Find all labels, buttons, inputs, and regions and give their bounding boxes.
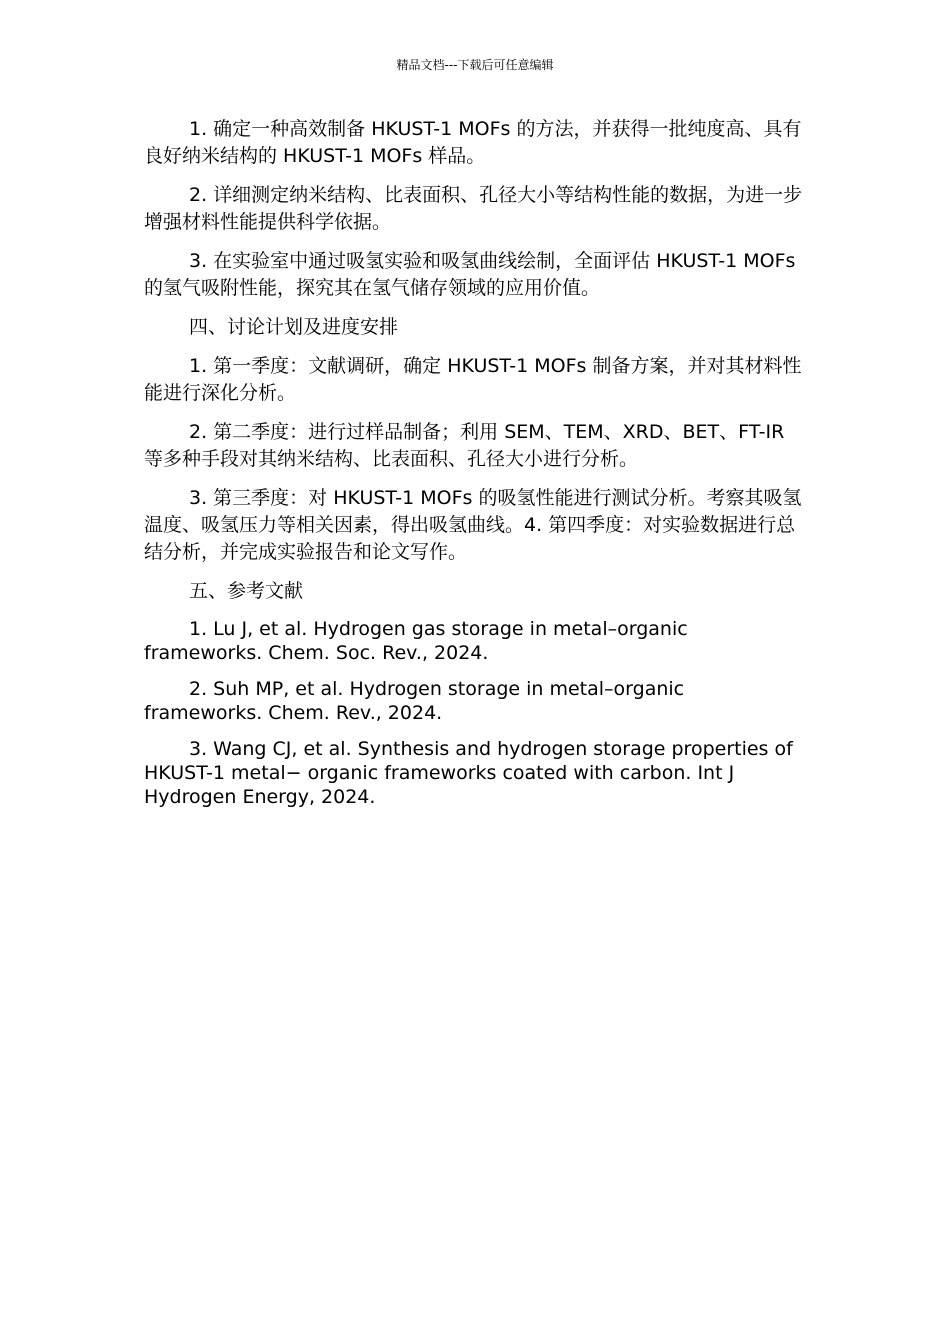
schedule-heading: 四、讨论计划及进度安排 (189, 316, 399, 338)
objective-3-paragraph: 3. 在实验室中通过吸氢实验和吸氢曲线绘制，全面评估 HKUST-1 MOFs 的氢气吸附性能，探究其在氢气储存领域的应用价值。 (144, 250, 796, 299)
references-heading: 五、参考文献 (189, 580, 304, 602)
schedule-q1-paragraph: 1. 第一季度：文献调研，确定 HKUST-1 MOFs 制备方案，并对其材料性能进行深化分析。 (144, 355, 802, 404)
reference-item: 3. Wang CJ, et al. Synthesis and hydrogen storage properties of HKUST-1 metal− organic frameworks coated with carbon. Int J Hydrogen Energy, 2024. (144, 738, 793, 808)
objective-2-paragraph: 2. 详细测定纳米结构、比表面积、孔径大小等结构性能的数据，为进一步增强材料性能提供科学依据。 (144, 184, 803, 233)
schedule-q2-paragraph: 2. 第二季度：进行过样品制备；利用 SEM、TEM、XRD、BET、FT-IR 等多种手段对其纳米结构、比表面积、孔径大小进行分析。 (144, 421, 785, 470)
page-header: 精品文档---下载后可任意编辑 (396, 58, 554, 72)
document-body (144, 116, 806, 821)
reference-item: 1. Lu J, et al. Hydrogen gas storage in metal–organic frameworks. Chem. Soc. Rev., 2024. (144, 618, 688, 664)
objective-1-paragraph: 1. 确定一种高效制备 HKUST-1 MOFs 的方法，并获得一批纯度高、具有良好纳米结构的 HKUST-1 MOFs 样品。 (144, 118, 802, 167)
reference-item: 2. Suh MP, et al. Hydrogen storage in metal–organic frameworks. Chem. Rev., 2024. (144, 678, 685, 724)
schedule-q3-q4-paragraph: 3. 第三季度：对 HKUST-1 MOFs 的吸氢性能进行测试分析。考察其吸氢温度、吸氢压力等相关因素，得出吸氢曲线。4. 第四季度：对实验数据进行总结分析，并完成实验报告和论文写作。 (144, 487, 802, 563)
